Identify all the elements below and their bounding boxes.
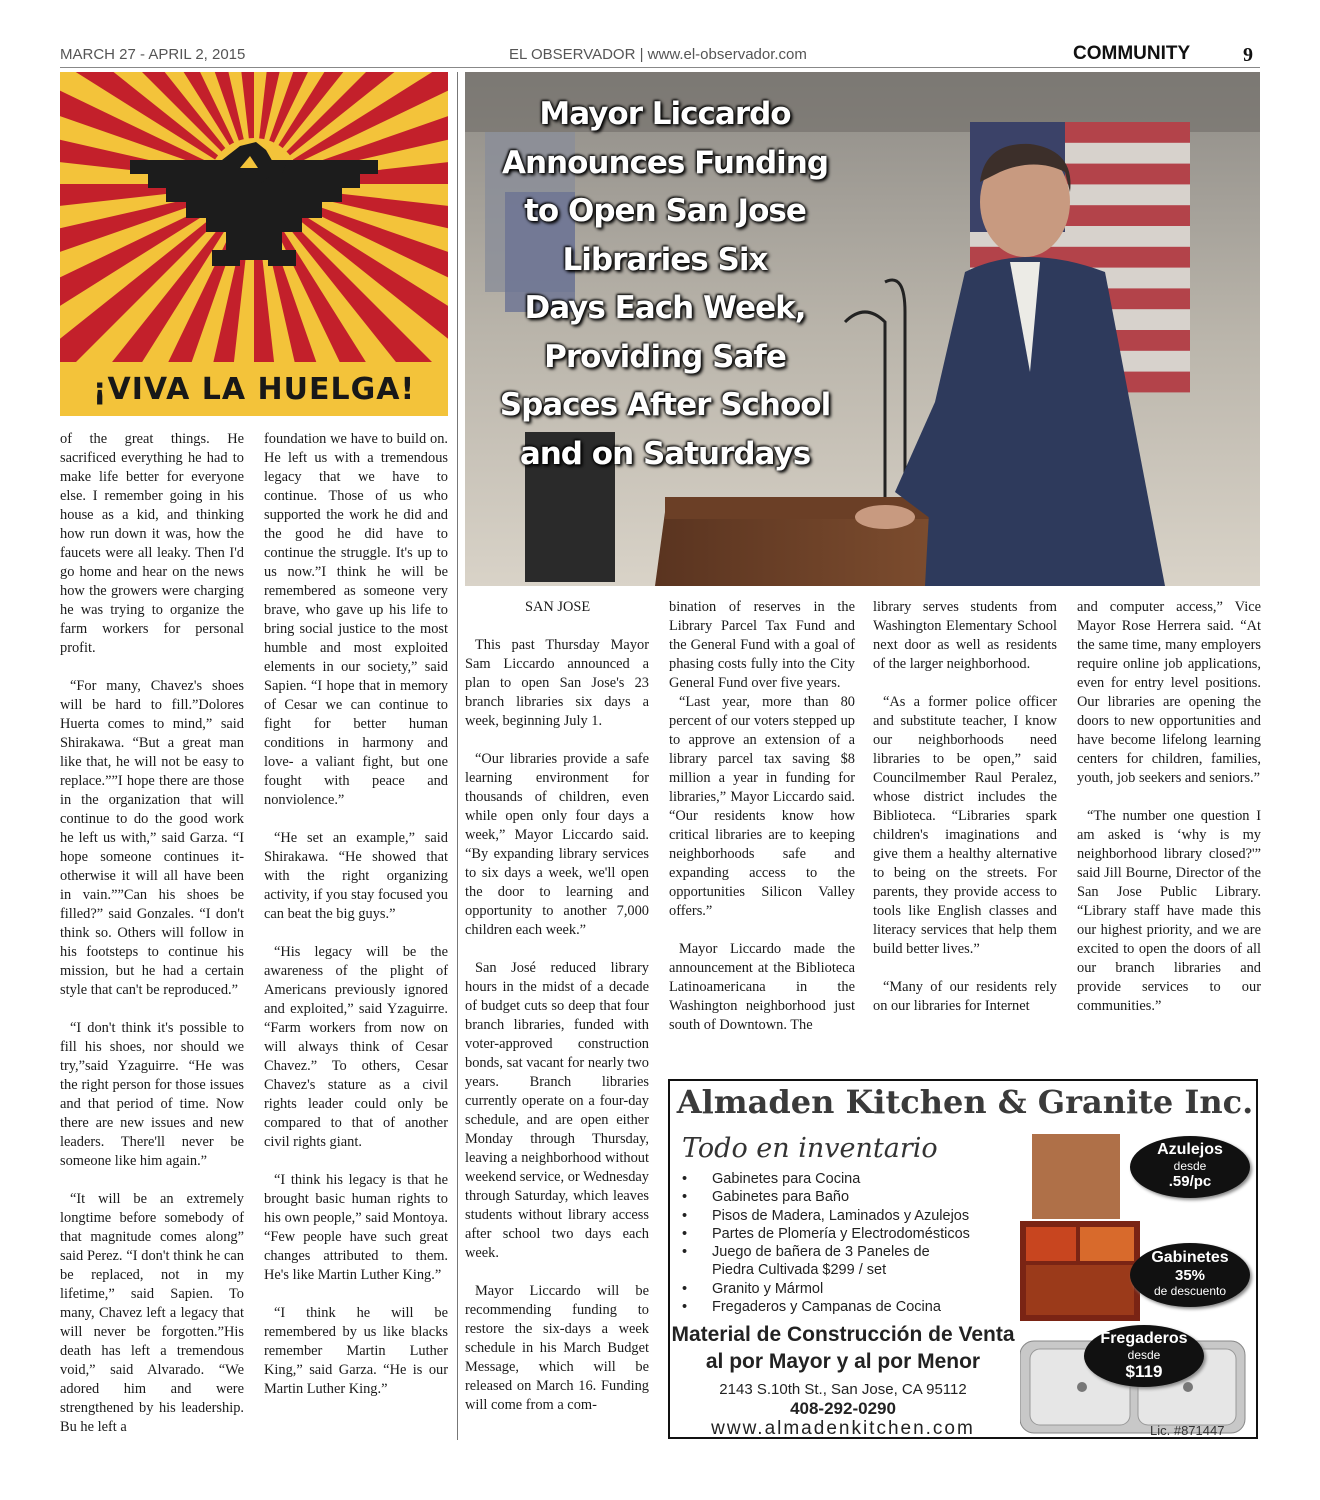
paragraph: “For many, Chavez's shoes will be hard to fill.”Dolores Huerta comes to mind,” said Shirakawa. “But a great man like that, he will not be easy to replace.””I hope there are those in the organization that will continue to do the good work he left us with,” said Garza. “I hope someone continues it- otherwise it will all have been in vain.””Can his shoes be filled?” said Gonzales. “I don't think so. Others will follow in his footsteps to continue his mission, but he had a certain style that can't be reproduced.” xyxy=(60,678,244,998)
headline-line: Announces Funding xyxy=(501,144,829,181)
badge-sub: de descuento xyxy=(1153,1284,1227,1298)
list-item: Piedra Cultivada $299 / set xyxy=(712,1262,887,1279)
badge-sub: desde xyxy=(1127,1348,1161,1362)
paragraph: bination of reserves in the Library Parcel Tax Fund and the General Fund with a goal of phasing costs fully into the City General Fund over five years. xyxy=(669,599,855,691)
ad-material-line-2: al por Mayor y al por Menor xyxy=(705,1350,981,1373)
paragraph: “I think he will be remembered by us like blacks remember Martin Luther King,” said Garza. “He is our Martin Luther King.” xyxy=(264,1305,448,1397)
paragraph: San José reduced library hours in the midst of a decade of budget cuts so deep that four branch libraries, funded with voter-approved construction bonds, sat vacant for nearly two years. Branch libraries currently operate on a four-day schedule, and are open either Monday through Thursday, leaving a neighborhood without weekend service, or Wednesday through Saturday, which leaves students without library access after school two days each week. xyxy=(465,960,649,1261)
paragraph: “I think his legacy is that he brought basic human rights to his own people,” said Montoya. “Few people have such great changes attributed to them. He's like Martin Luther King.” xyxy=(264,1172,448,1283)
list-item: • Fregaderos y Campanas de Cocina xyxy=(682,1298,1022,1316)
list-item: • Pisos de Madera, Laminados y Azulejos xyxy=(682,1207,1022,1225)
library-column-1 xyxy=(465,598,649,1415)
paragraph: This past Thursday Mayor Sam Liccardo announced a plan to open San Jose's 23 branch libraries six days a week, beginning July 1. xyxy=(465,637,649,729)
badge-fregaderos xyxy=(1084,1325,1204,1387)
column-divider xyxy=(457,72,458,1440)
paragraph: Mayor Liccardo will be recommending funding to restore the six-days a week schedule in his March Budget Message, which will be released on March 16. Funding will come from a com- xyxy=(465,1283,649,1413)
paragraph: “As a former police officer and substitute teacher, I know our neighborhoods need libraries to be open,” said Councilmember Raul Peralez, whose district includes the Biblioteca. “Libraries spark children's imaginations and give them a healthy alternative to being on the streets. For parents, they provide access to tools like English classes and literacy services that help them build better lives.” xyxy=(873,694,1057,957)
headline-line: Spaces After School xyxy=(499,387,831,423)
list-item: • Granito y Mármol xyxy=(682,1280,1022,1298)
badge-azulejos xyxy=(1130,1136,1250,1198)
viva-la-huelga-poster xyxy=(60,72,448,416)
ad-address: 2143 S.10th St., San Jose, CA 95112 xyxy=(719,1381,967,1398)
headline-line: Mayor Liccardo xyxy=(539,96,791,132)
paragraph: “His legacy will be the awareness of the plight of Americans previously ignored and exploited,” said Yzaguirre. “Farm workers from now on will always think of Cesar Chavez.” To others, Cesar Chavez's stature as a civil rights leader could only be compared to that of another civil rights giant. xyxy=(264,944,448,1150)
list-item: • Gabinetes para Baño xyxy=(682,1188,1022,1206)
ad-material-line-1: Material de Construcción de Venta xyxy=(671,1323,1015,1346)
ad-website[interactable]: www.almadenkitchen.com xyxy=(711,1418,975,1439)
ad-title: Almaden Kitchen & Granite Inc. xyxy=(676,1083,1254,1121)
paragraph: library serves students from Washington Elementary School next door as well as residents of the larger neighborhood. xyxy=(873,599,1057,672)
almaden-kitchen-ad[interactable] xyxy=(668,1079,1258,1439)
badge-gabinetes xyxy=(1130,1243,1250,1307)
library-column-2 xyxy=(669,598,855,1035)
headline-line: to Open San Jose xyxy=(524,193,806,229)
list-item: • Gabinetes para Cocina xyxy=(682,1170,1022,1188)
ad-license: Lic. #871447 xyxy=(1150,1423,1225,1438)
list-item: • Juego de bañera de 3 Paneles de xyxy=(682,1243,1022,1261)
badge-value: 35% xyxy=(1174,1267,1206,1284)
ad-subtitle: Todo en inventario xyxy=(682,1133,938,1164)
ad-product-list xyxy=(682,1170,1022,1316)
badge-sub: desde xyxy=(1173,1159,1207,1173)
headline-line: Providing Safe xyxy=(544,338,786,375)
paragraph: “Last year, more than 80 percent of our voters stepped up to approve an extension of a library parcel tax saving $8 million a year in funding for libraries,” Mayor Liccardo said. “Our residents know how critical libraries are to keeping neighborhoods safe and expanding access to the opportunities Silicon Valley offers.” xyxy=(669,694,855,919)
chavez-column-1 xyxy=(60,430,244,1437)
paragraph: “He set an example,” said Shirakawa. “He showed that with the right organizing activity, if you stay focused you can beat the big guys.” xyxy=(264,830,448,922)
badge-value: .59/pc xyxy=(1168,1173,1212,1190)
poster-slogan: ¡VIVA LA HUELGA! xyxy=(92,372,416,407)
paragraph: “Our libraries provide a safe learning environment for thousands of children, even while open only four days a week,” Mayor Liccardo said. “By expanding library services to six days a week, we'll open the door to learning and opportunity to another 7,000 children each week.” xyxy=(465,751,649,938)
paragraph: and computer access,” Vice Mayor Rose Herrera said. “At the same time, many employers require online job applications, even for entry level positions. Our libraries are opening the doors to new opportunities and have become lifelong learning centers for children, families, youth, job seekers and seniors.” xyxy=(1077,599,1261,786)
paragraph: “I don't think it's possible to fill his shoes, nor should we try,”said Yzaguirre. “He was the right person for those issues and that period of time. Now there are new issues and new leaders. There'll never be someone like him again.” xyxy=(60,1020,244,1169)
badge-title: Fregaderos xyxy=(1100,1330,1188,1347)
headline-line: and on Saturdays xyxy=(519,435,811,472)
eagle-sunburst-graphic xyxy=(60,72,448,416)
headline-line: Days Each Week, xyxy=(524,290,806,326)
library-column-4 xyxy=(1077,598,1261,1016)
paragraph: “The number one question I am asked is ‘why is my neighborhood library closed?'” said Jill Bourne, Director of the San Jose Public Library. “Library staff have made this our highest priority, and we are excited to open the doors of all our branch libraries and provide services to our communities.” xyxy=(1077,808,1261,1014)
ad-phone[interactable]: 408-292-0290 xyxy=(790,1399,896,1418)
chavez-column-2 xyxy=(264,430,448,1399)
article-headline xyxy=(465,90,865,478)
page-number: 9 xyxy=(1243,44,1253,66)
badge-value: $119 xyxy=(1125,1362,1163,1381)
badge-title: Azulejos xyxy=(1157,1141,1223,1158)
paragraph: foundation we have to build on. He left us with a tremendous legacy that we have to continue. Those of us who supported the work he did and the good he did have to continue the struggle. It's up to us now.”I think he will be remembered as someone very brave, who gave up his life to bring social justice to the most humble and most exploited elements in our society,” said Sapien. “I hope that in memory of Cesar we can continue to fight for better human conditions in harmony and love- a valiant fight, but one fought with peace and nonviolence.” xyxy=(264,431,448,808)
paragraph: “Many of our residents rely on our libraries for Internet xyxy=(873,979,1057,1014)
list-item: • Partes de Plomería y Electrodomésticos xyxy=(682,1225,1022,1243)
issue-date: MARCH 27 - APRIL 2, 2015 xyxy=(60,46,246,63)
header-rule xyxy=(60,67,1260,68)
section-label: COMMUNITY xyxy=(1073,43,1191,64)
badge-title: Gabinetes xyxy=(1151,1249,1229,1266)
headline-line: Libraries Six xyxy=(562,241,768,278)
masthead[interactable]: EL OBSERVADOR | www.el-observador.com xyxy=(509,46,807,63)
paragraph: of the great things. He sacrificed everything he had to make life better for everyone else. I remember going in his house as a kid, and thinking how run down it was, how the faucets were all leaky. Then I'd go home and hear on the news how the growers were charging he was trying to organize the farm workers for personal profit. xyxy=(60,431,244,656)
paragraph: “It will be an extremely longtime before somebody of that magnitude comes along” said Perez. “I don't think he can be replaced, not in my lifetime,” said Sapien. To many, Chavez left a legacy that will never be forgotten.”His death has left a tremendous void,” said Alvarado. “We adored him and were strengthened by his leadership. Bu he left a xyxy=(60,1191,244,1435)
paragraph: Mayor Liccardo made the announcement at the Biblioteca Latinoamericana in the Washington neighborhood just south of Downtown. The xyxy=(669,941,855,1033)
mayor-photo xyxy=(465,72,1260,586)
library-column-3 xyxy=(873,598,1057,1016)
dateline: SAN JOSE xyxy=(525,599,591,615)
